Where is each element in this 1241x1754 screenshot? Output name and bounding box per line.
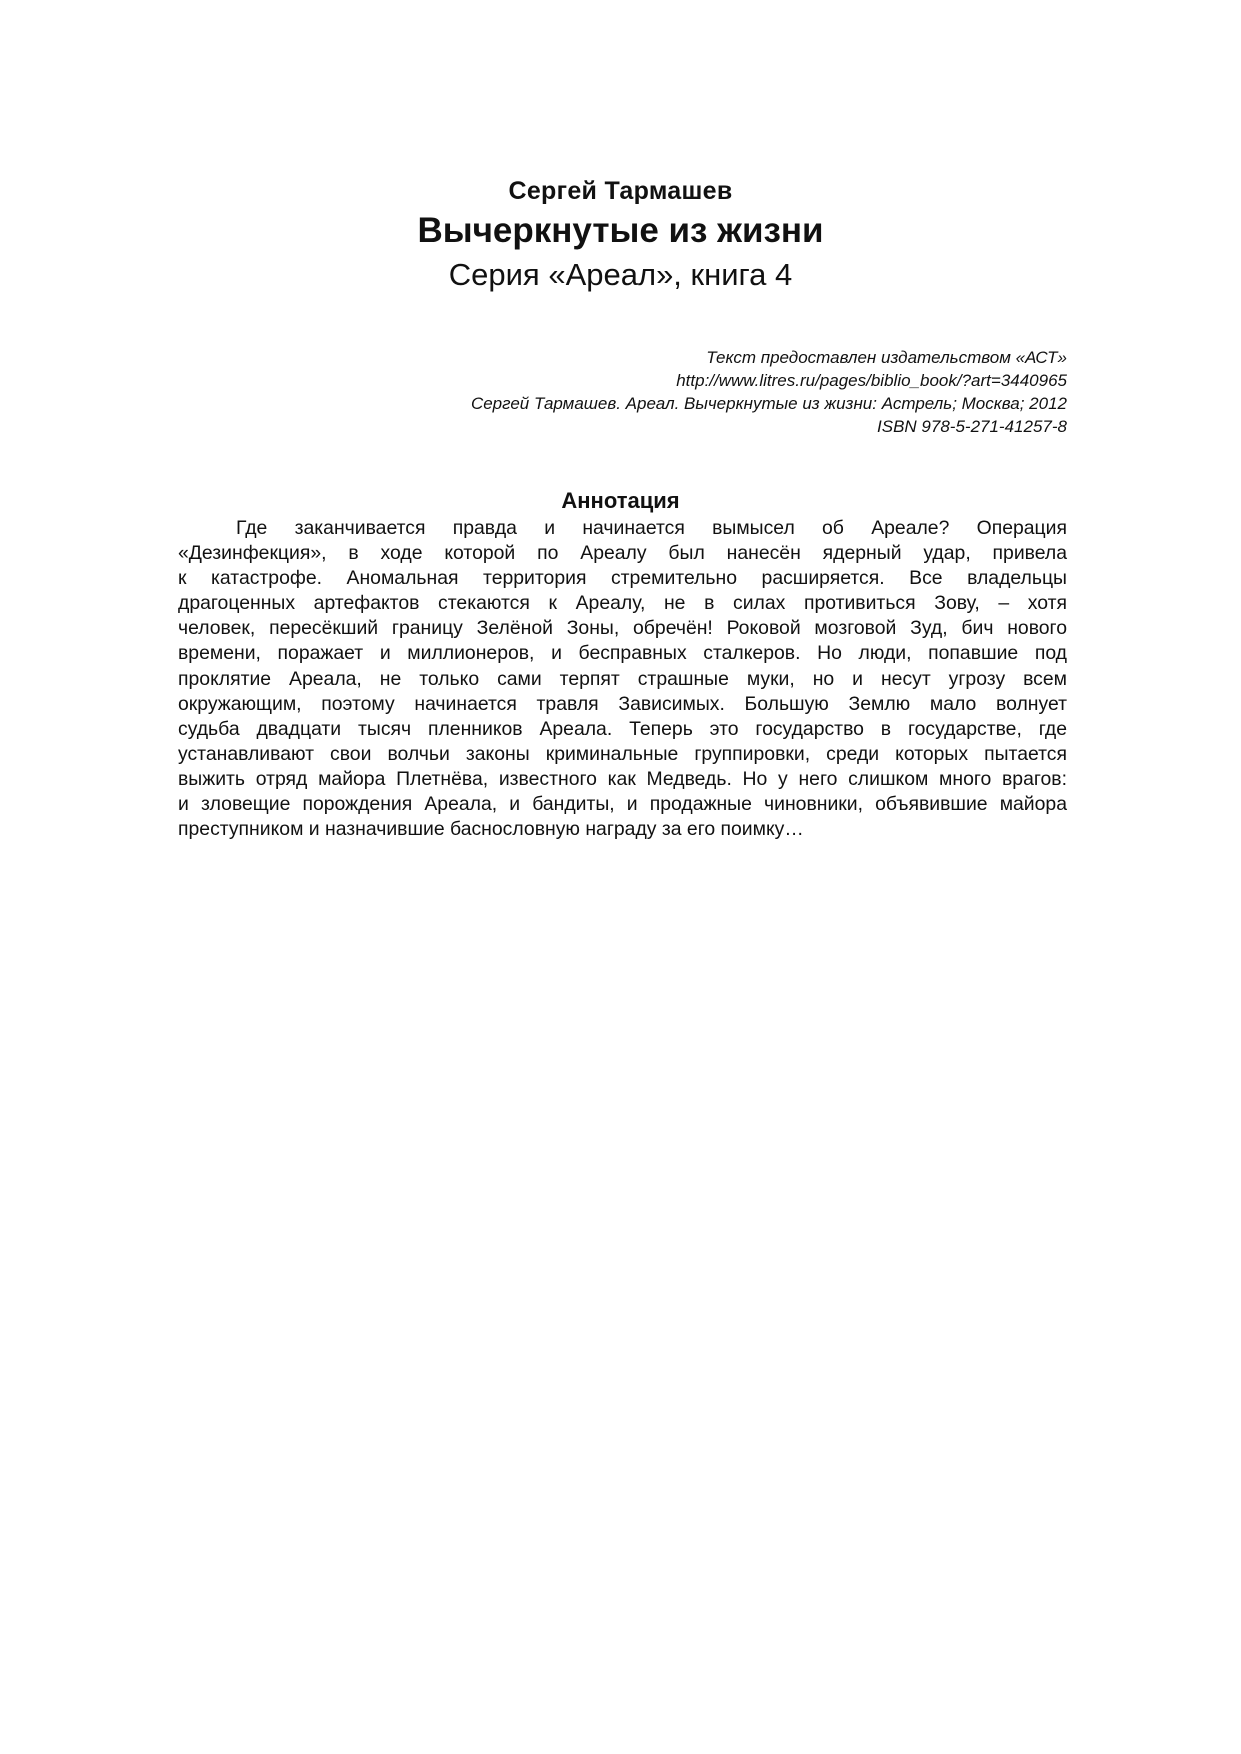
source-citation: Сергей Тармашев. Ареал. Вычеркнутые из жизни: Астрель; Москва; 2012	[470, 394, 1067, 413]
annotation-line: преступником и назначившие баснословную награду за его поимку…	[178, 818, 804, 841]
annotation-line: устанавливают свои волчьи законы криминальные группировки, среди которых пытается	[178, 742, 1067, 765]
annotation-line: человек, пересёкший границу Зелёной Зоны, обречён! Роковой мозговой Зуд, бич нового	[178, 617, 1067, 640]
annotation-line: выжить отряд майора Плетнёва, известного как Медведь. Но у него слишком много врагов:	[178, 767, 1067, 790]
source-isbn: ISBN 978-5-271-41257-8	[877, 417, 1067, 436]
source-url: http://www.litres.ru/pages/biblio_book/?art=3440965	[676, 371, 1067, 390]
annotation-line: судьба двадцати тысяч пленников Ареала. Теперь это государство в государстве, где	[178, 717, 1067, 740]
annotation-line: «Дезинфекция», в ходе которой по Ареалу был нанесён ядерный удар, привела	[178, 542, 1067, 565]
annotation-body	[178, 516, 1067, 842]
source-info	[300, 346, 1067, 438]
annotation-line: окружающим, поэтому начинается травля Зависимых. Большую Землю мало волнует	[178, 692, 1067, 715]
book-title: Вычеркнутые из жизни	[417, 211, 824, 250]
annotation-line: Где заканчивается правда и начинается вымысел об Ареале? Операция	[236, 517, 1067, 539]
book-series: Серия «Ареал», книга 4	[448, 257, 793, 292]
annotation-line: времени, поражает и миллионеров, и бесправных сталкеров. Но люди, попавшие под	[178, 642, 1067, 665]
annotation-line: к катастрофе. Аномальная территория стремительно расширяется. Все владельцы	[178, 567, 1067, 590]
annotation-heading: Аннотация	[561, 488, 680, 513]
annotation-line: проклятие Ареала, не только сами терпят страшные муки, но и несут угрозу всем	[178, 667, 1067, 690]
annotation-line: драгоценных артефактов стекаются к Ареалу, не в силах противиться Зову, – хотя	[178, 592, 1067, 615]
annotation-line: и зловещие порождения Ареала, и бандиты, и продажные чиновники, объявившие майора	[178, 793, 1067, 816]
source-publisher: Текст предоставлен издательством «АСТ»	[706, 348, 1067, 367]
book-author: Сергей Тармашев	[508, 177, 733, 205]
